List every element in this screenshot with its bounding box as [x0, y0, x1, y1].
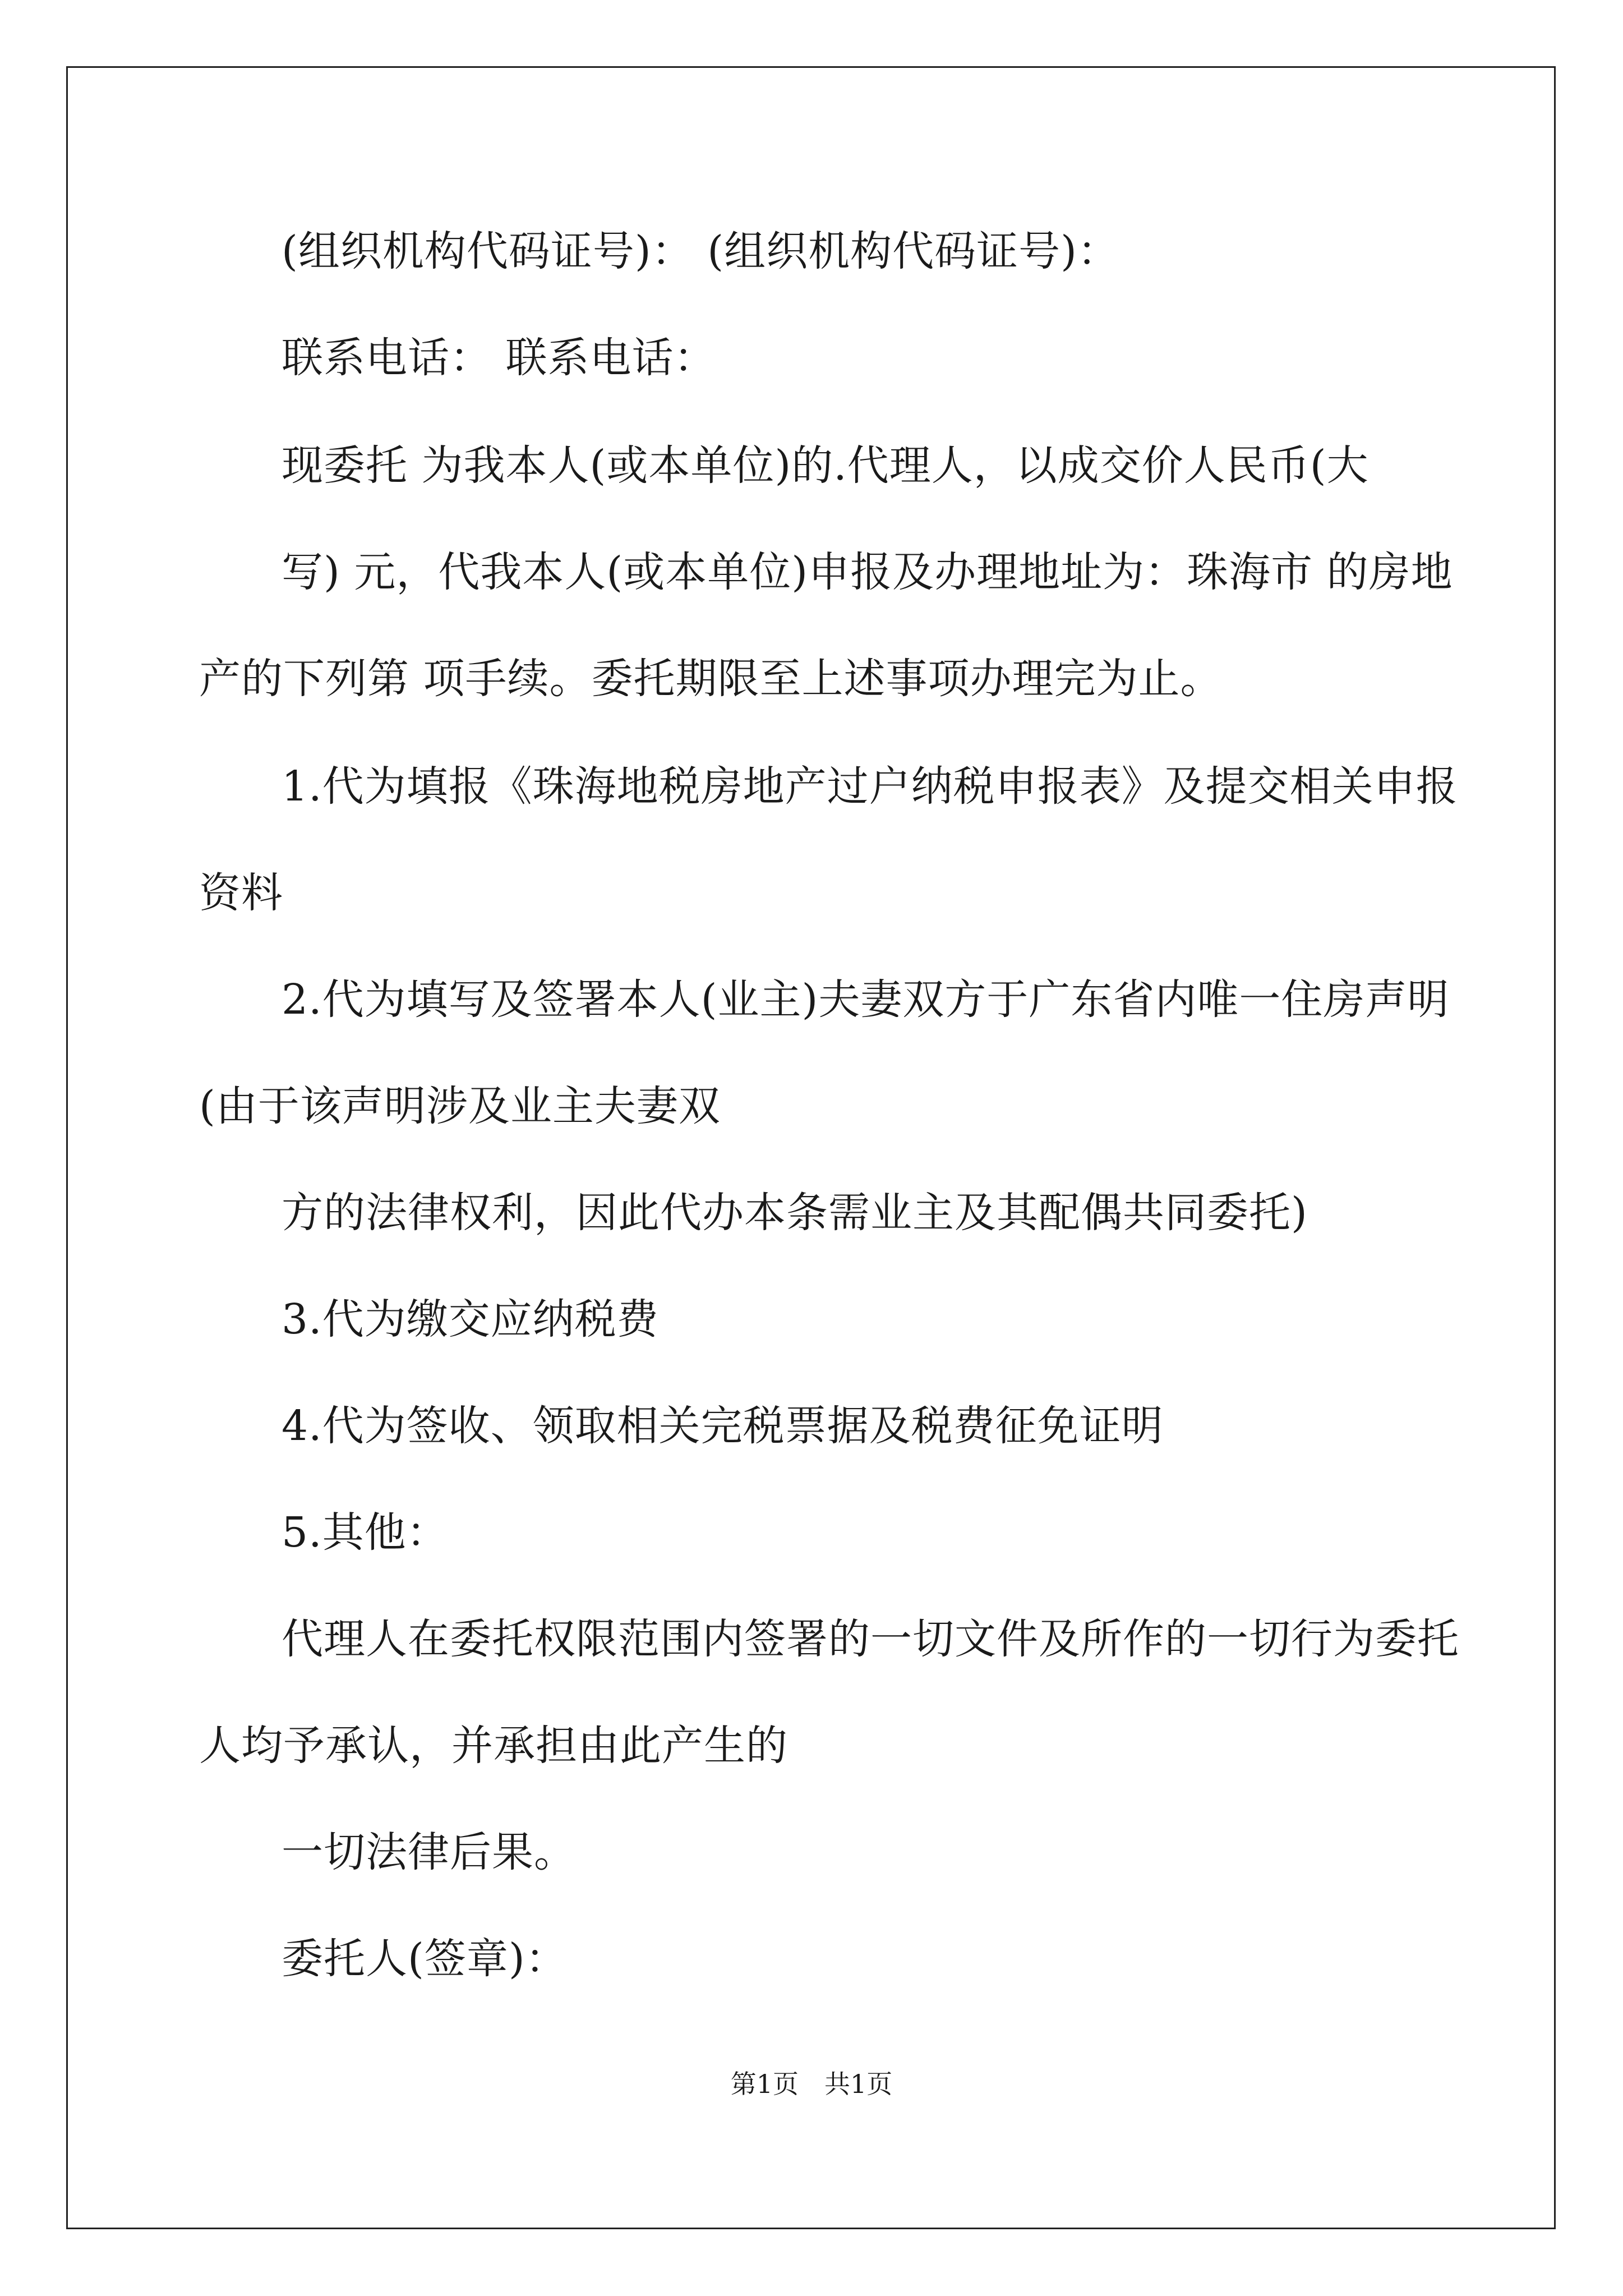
paragraph-line: 产的下列第 项手续。委托期限至上述事项办理完为止。	[199, 655, 1223, 703]
list-item-2: 2.代为填写及签署本人(业主)夫妻双方于广东省内唯一住房声明	[282, 976, 1450, 1024]
closing-paragraph-line: 人均予承认，并承担由此产生的	[199, 1722, 788, 1770]
list-item-3: 3.代为缴交应纳税费	[282, 1295, 659, 1343]
phone-line: 联系电话： 联系电话：	[282, 334, 716, 382]
closing-paragraph-line: 一切法律后果。	[282, 1828, 576, 1876]
list-item-5: 5.其他：	[282, 1508, 449, 1557]
paragraph-line: 现委托 为我本人(或本单位)的.代理人，以成交价人民币(大	[282, 441, 1369, 490]
page-number: 第1页 共1页	[730, 2069, 893, 2099]
list-item-2-note: 方的法律权利，因此代办本条需业主及其配偶共同委托)	[282, 1189, 1308, 1237]
list-item-4: 4.代为签收、领取相关完税票据及税费征免证明	[282, 1402, 1164, 1450]
signature-line: 委托人(签章)：	[282, 1935, 568, 1983]
list-item-1: 1.代为填报《珠海地税房地产过户纳税申报表》及提交相关申报	[282, 762, 1458, 811]
paragraph-line: 写) 元，代我本人(或本单位)申报及办理地址为：珠海市 的房地	[282, 548, 1453, 596]
closing-paragraph-line: 代理人在委托权限范围内签署的一切文件及所作的一切行为委托	[282, 1615, 1459, 1663]
list-item-1-cont: 资料	[199, 869, 283, 917]
org-code-line: (组织机构代码证号)： (组织机构代码证号)：	[282, 227, 1120, 275]
list-item-2-cont: (由于该声明涉及业主夫妻双	[199, 1082, 721, 1130]
